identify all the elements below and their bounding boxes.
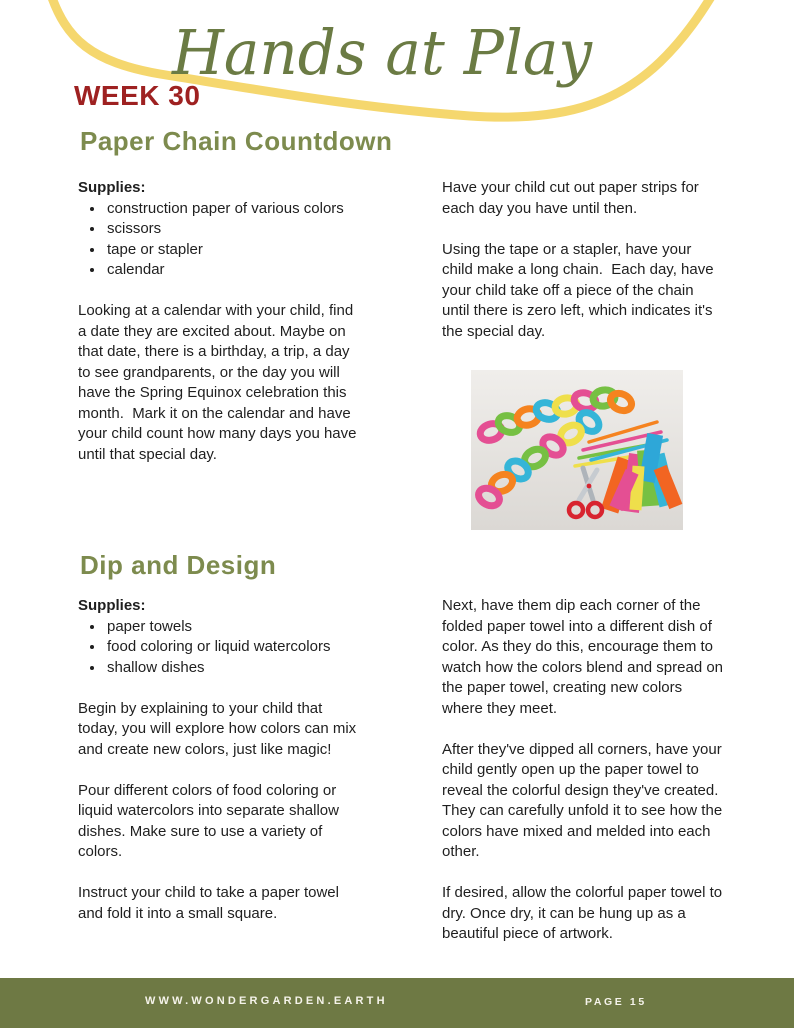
section2-left-column bbox=[78, 596, 362, 945]
brand-script-text: Hands at Play bbox=[171, 16, 593, 89]
body-paragraph: Begin by explaining to your child that today, you will explore how colors can mix and create new colors, just like magic! bbox=[78, 699, 361, 758]
supplies-label: Supplies: bbox=[78, 597, 146, 614]
supply-item: • food coloring or liquid watercolors bbox=[105, 637, 362, 658]
supply-item: • tape or stapler bbox=[105, 240, 358, 261]
supply-item: • scissors bbox=[105, 219, 358, 240]
paper-chain-photo bbox=[471, 370, 683, 530]
supply-item: • shallow dishes bbox=[105, 658, 362, 679]
page-footer bbox=[0, 978, 794, 1028]
section1-left-column bbox=[78, 178, 361, 486]
supply-item: • construction paper of various colors bbox=[105, 199, 358, 220]
footer-page-number: PAGE 15 bbox=[585, 996, 647, 1008]
section1-right-column bbox=[442, 178, 722, 363]
body-paragraph: Using the tape or a stapler, have your child make a long chain. Each day, have your child take off a piece of the chain until there is zero left, which indicates it's the special day. bbox=[442, 240, 718, 340]
body-paragraph: After they've dipped all corners, have your child gently open up the paper towel to reveal the colorful design they've created. They can carefully unfold it to see how the colors have mixed and melded into each other. bbox=[442, 740, 727, 860]
supplies-list bbox=[78, 617, 362, 679]
section-title-dip-and-design: Dip and Design bbox=[80, 550, 277, 580]
footer-website-text: WWW.WONDERGARDEN.EARTH bbox=[145, 995, 388, 1007]
supply-item: • calendar bbox=[105, 260, 358, 281]
section-title-paper-chain-countdown: Paper Chain Countdown bbox=[80, 126, 393, 156]
body-paragraph: Looking at a calendar with your child, find a date they are excited about. Maybe on that date, there is a birthday, a trip, a day to see grandparents, or the day you will have the Spring Equinox celebration this month. Mark it on the calendar and have your child count how many days you have until that special day. bbox=[78, 302, 361, 463]
body-paragraph: Pour different colors of food coloring or liquid watercolors into separate shallow dishes. Make sure to use a variety of colors. bbox=[78, 781, 344, 860]
supply-item: • paper towels bbox=[105, 617, 362, 638]
body-paragraph: Instruct your child to take a paper towel and fold it into a small square. bbox=[78, 884, 344, 922]
supplies-label: Supplies: bbox=[78, 179, 146, 196]
section2-right-column bbox=[442, 596, 726, 965]
body-paragraph: Have your child cut out paper strips for each day you have until then. bbox=[442, 179, 703, 217]
body-paragraph: If desired, allow the colorful paper towel to dry. Once dry, it can be hung up as a beautiful piece of artwork. bbox=[442, 884, 727, 942]
supplies-list bbox=[78, 199, 358, 281]
body-paragraph: Next, have them dip each corner of the folded paper towel into a different dish of color. As they do this, encourage them to watch how the colors blend and spread on the paper towel, creating new colors where they meet. bbox=[442, 597, 728, 717]
brand-logo bbox=[150, 0, 620, 118]
week-label: WEEK 30 bbox=[74, 80, 201, 111]
